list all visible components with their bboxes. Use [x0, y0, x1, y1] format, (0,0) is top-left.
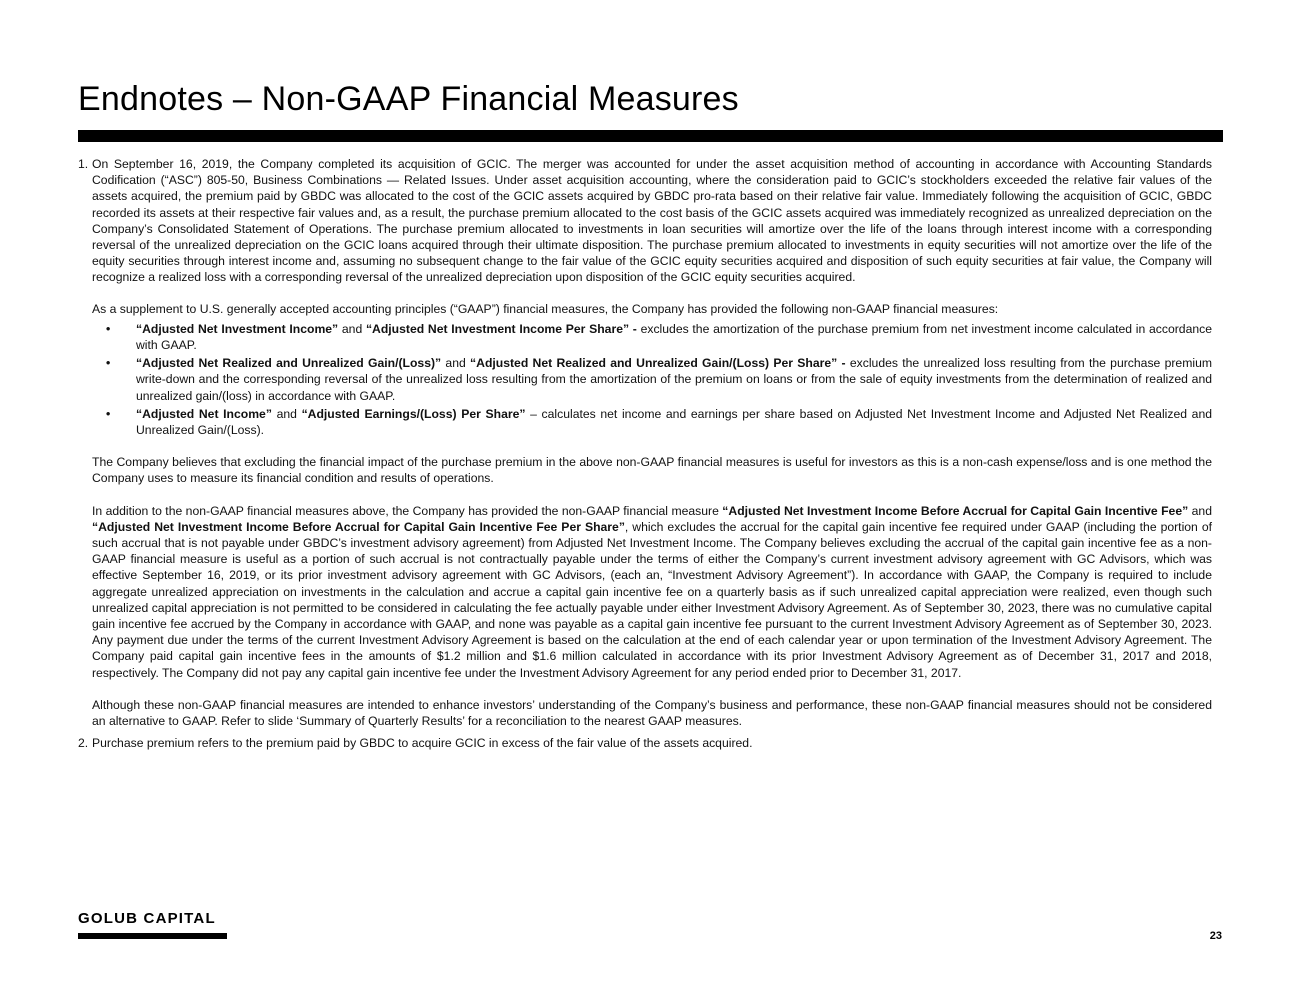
- list-item: [92, 406, 1212, 438]
- page-number: 23: [1209, 930, 1222, 942]
- endnote-2-text: Purchase premium refers to the premium paid by GBDC to acquire GCIC in excess of the fair value of the assets acquired.: [92, 736, 753, 751]
- measure-name: “Adjusted Net Investment Income Before Accrual for Capital Gain Incentive Fee”: [722, 503, 1189, 518]
- measure-description: excludes the unrealized loss resulting from the purchase premium write-down and the corresponding reversal of the unrealized loss resulting from the amortization of the premium on loans or from the sale of equity investments from the determination of realized and unrealized gain/(loss) in accordance with GAAP.: [136, 356, 1212, 403]
- page-title: Endnotes – Non-GAAP Financial Measures: [78, 80, 739, 118]
- endnotes-content: [78, 156, 1212, 752]
- incentive-fee-paragraph: [92, 503, 1212, 681]
- bullet-icon: •: [106, 321, 111, 336]
- measure-name: “Adjusted Net Investment Income”: [136, 321, 339, 336]
- conjunction: and: [441, 356, 471, 371]
- bullet-icon: •: [106, 406, 111, 421]
- measure-name: “Adjusted Net Investment Income Per Share” -: [365, 321, 637, 336]
- measure-description: excludes the amortization of the purchase premium from net investment income calculated in accordance with GAAP.: [136, 321, 1213, 353]
- endnote-1-body: [92, 156, 1212, 729]
- measure-name: “Adjusted Net Income”: [136, 406, 272, 421]
- list-item: [92, 355, 1212, 404]
- incentive-fee-intro: In addition to the non-GAAP financial measures above, the Company has provided the non-GAAP financial measure: [92, 503, 723, 518]
- incentive-fee-details: , which excludes the accrual for the capital gain incentive fee required under GAAP (including the portion of such accrual that is not payable under GBDC’s investment advisory agreement) from Adjusted Net Investment Income. The Company believes excluding the accrual of the capital gain incentive fee as a non-GAAP financial measure is useful as a portion of such accrual is not contractually payable under the terms of either the Company’s current investment advisory agreement with GC Advisors, which was effective September 16, 2019, or its prior investment advisory agreement with GC Advisors, (each an, “Investment Advisory Agreement”). In accordance with GAAP, the Company is required to include aggregate unrealized appreciation on investments in the calculation and accrue a capital gain incentive fee on a quarterly basis as if such unrealized capital appreciation were realized, even though such unrealized capital appreciation is not permitted to be considered in calculating the fee actually payable under either Investment Advisory Agreement. As of September 30, 2023, there was no cumulative capital gain incentive fee accrued by the Company in accordance with GAAP, and none was payable as a capital gain incentive fee pursuant to the current Investment Advisory Agreement as of September 30, 2023. Any payment due under the terms of the current Investment Advisory Agreement is based on the calculation at the end of each calendar year or upon termination of the Investment Advisory Agreement. The Company paid capital gain incentive fees in the amounts of $1.2 million and $1.6 million calculated in accordance with its prior Investment Advisory Agreement as of December 31, 2017 and 2018, respectively. The Company did not pay any capital gain incentive fee under the Investment Advisory Agreement for any period ended prior to December 31, 2017.: [92, 519, 1212, 680]
- measure-name: “Adjusted Net Realized and Unrealized Gain/(Loss) Per Share” -: [470, 356, 846, 371]
- endnote-2-number: 2.: [78, 736, 89, 751]
- measure-name: “Adjusted Earnings/(Loss) Per Share”: [301, 406, 526, 421]
- measure-description: – calculates net income and earnings per share based on Adjusted Net Investment Income and Adjusted Net Realized and Unrealized Gain/(Loss).: [136, 406, 1213, 438]
- brand-underline: [78, 933, 227, 939]
- measure-name: “Adjusted Net Realized and Unrealized Gain/(Loss)”: [136, 356, 442, 371]
- list-item-text: [136, 406, 1212, 438]
- bullet-icon: •: [106, 356, 111, 371]
- disclaimer-paragraph: Although these non-GAAP financial measures are intended to enhance investors’ understanding of the Company’s business and performance, these non-GAAP financial measures should not be considered an alternative to GAAP. Refer to slide ‘Summary of Quarterly Results’ for a reconciliation to the nearest GAAP measures.: [92, 697, 1212, 729]
- endnote-1-number: 1.: [78, 157, 89, 171]
- conjunction: and: [1188, 503, 1212, 518]
- purchase-premium-paragraph: The Company believes that excluding the financial impact of the purchase premium in the above non-GAAP financial measures is useful for investors as this is a non-cash expense/loss and is one method the Company uses to measure its financial condition and results of operations.: [92, 455, 1212, 486]
- acquisition-paragraph: On September 16, 2019, the Company completed its acquisition of GCIC. The merger was accounted for under the asset acquisition method of accounting in accordance with Accounting Standards Codification (“ASC”) 805-50, Business Combinations — Related Issues. Under asset acquisition accounting, where the consideration paid to GCIC’s stockholders exceeded the relative fair values of the assets acquired, the premium paid by GBDC was allocated to the cost of the GCIC assets acquired by GBDC pro-rata based on their relative fair value. Immediately following the acquisition of GCIC, GBDC recorded its assets at their respective fair values and, as a result, the purchase premium allocated to the cost basis of the GCIC assets acquired was immediately recognized as unrealized depreciation on the Company’s Consolidated Statement of Operations. The purchase premium allocated to investments in loan securities will amortize over the life of the loans through interest income with a corresponding reversal of the unrealized depreciation on the GCIC loans acquired through their ultimate disposition. The purchase premium allocated to investments in equity securities will not amortize over the life of the equity securities through interest income and, assuming no subsequent change to the fair value of the GCIC equity securities acquired and disposition of such equity securities at fair value, the Company will recognize a realized loss with a corresponding reversal of the unrealized depreciation upon disposition of the GCIC equity securities acquired.: [92, 157, 1212, 285]
- supplement-paragraph: As a supplement to U.S. generally accepted accounting principles (“GAAP”) financial measures, the Company has provided the following non-GAAP financial measures:: [92, 301, 999, 316]
- title-divider: [78, 130, 1223, 142]
- list-item-text: [136, 321, 1212, 353]
- non-gaap-measures-list: [92, 321, 1212, 438]
- conjunction: and: [338, 321, 366, 336]
- measure-name: “Adjusted Net Investment Income Before Accrual for Capital Gain Incentive Fee Per Share”: [92, 519, 625, 534]
- list-item-text: [136, 355, 1212, 404]
- list-item: [92, 321, 1212, 353]
- endnote-1: [78, 156, 1212, 729]
- golub-capital-logo: GOLUB CAPITAL: [78, 910, 216, 927]
- endnote-2: [78, 735, 1212, 751]
- conjunction: and: [271, 406, 302, 421]
